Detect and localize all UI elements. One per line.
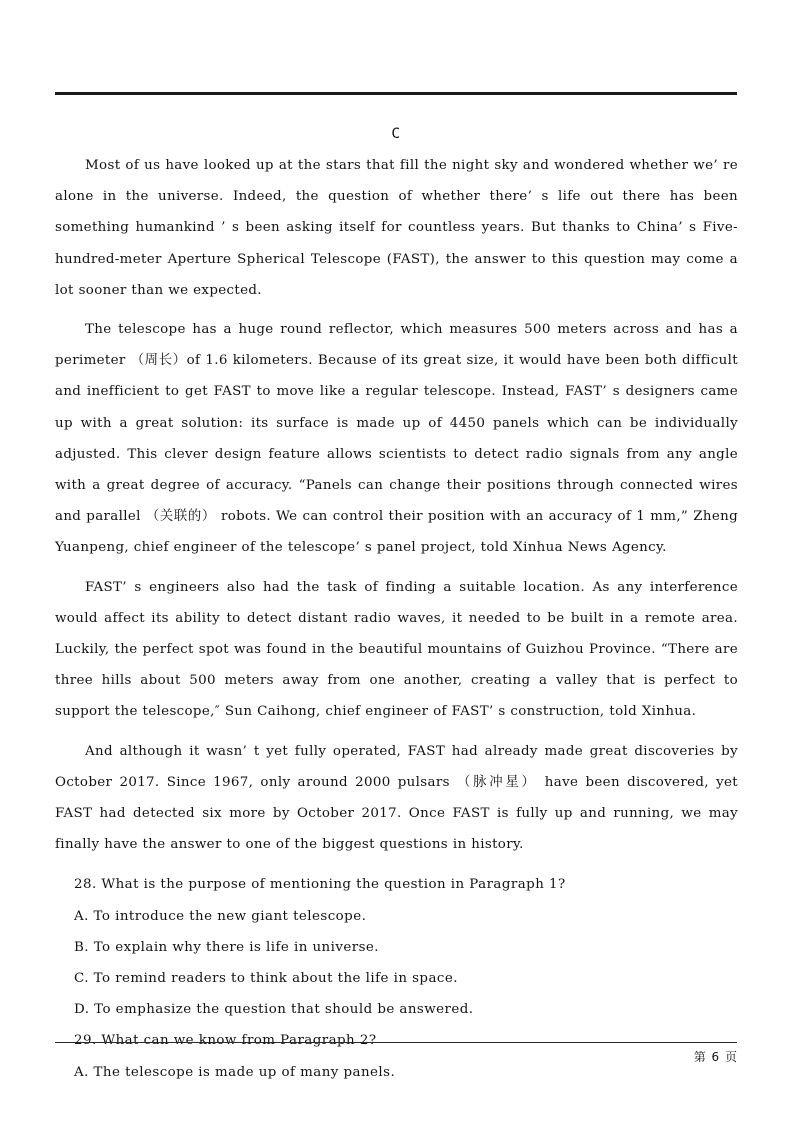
questions-list	[55, 869, 738, 1087]
passage-paragraph-4: And although it wasn’ t yet fully operated, FAST had already made great discoveries by October 2017. Since 1967, only around 2000 pulsars （脉冲星） have been discovered, yet FAST had detected six more by October 2017. Once FAST is fully up and running, we may finally have the answer to one of the biggest questions in history.	[55, 743, 738, 853]
passage-paragraph-2: The telescope has a huge round reflector, which measures 500 meters across and has a perimeter （周长）of 1.6 kilometers. Because of its great size, it would have been both difficult and inefficient to get FAST to move like a regular telescope. Instead, FAST’ s designers came up with a great solution: its surface is made up of 4450 panels which can be individually adjusted. This clever design feature allows scientists to detect radio signals from any angle with a great degree of accuracy. “Panels can change their positions through connected wires and parallel （关联的） robots. We can control their position with an accuracy of 1 mm,” Zheng Yuanpeng, chief engineer of the telescope’ s panel project, told Xinhua News Agency.	[55, 322, 738, 556]
header-rule	[55, 92, 737, 95]
question-28-option-c[interactable]: C. To remind readers to think about the life in space.	[74, 971, 458, 987]
section-heading: C	[391, 126, 401, 142]
footer-rule	[55, 1042, 737, 1043]
question-28-option-a[interactable]: A. To introduce the new giant telescope.	[74, 908, 367, 924]
question-29-option-a[interactable]: A. The telescope is made up of many panels.	[74, 1064, 396, 1080]
passage-body	[55, 150, 738, 1088]
passage-paragraph-3: FAST’ s engineers also had the task of finding a suitable location. As any interference would affect its ability to detect distant radio waves, it needed to be built in a remote area. Luckily, the perfect spot was found in the beautiful mountains of Guizhou Province. “There are three hills about 500 meters away from one another, creating a valley that is perfect to support the telescope,″ Sun Caihong, chief engineer of FAST’ s construction, told Xinhua.	[55, 579, 738, 720]
question-29-stem: 29. What can we know from Paragraph 2?	[74, 1033, 377, 1049]
question-28-option-d[interactable]: D. To emphasize the question that should be answered.	[74, 1002, 474, 1018]
question-28-option-b[interactable]: B. To explain why there is life in universe.	[74, 939, 380, 955]
passage-paragraph-1: Most of us have looked up at the stars that fill the night sky and wondered whether we’ re alone in the universe. Indeed, the question of whether there’ s life out there has been something humankind ’ s been asking itself for countless years. But thanks to China’ s Five-hundred-meter Aperture Spherical Telescope (FAST), the answer to this question may come a lot sooner than we expected.	[55, 158, 738, 298]
question-28-stem: 28. What is the purpose of mentioning the question in Paragraph 1?	[74, 877, 566, 893]
page-number: 第 6 页	[693, 1050, 738, 1064]
